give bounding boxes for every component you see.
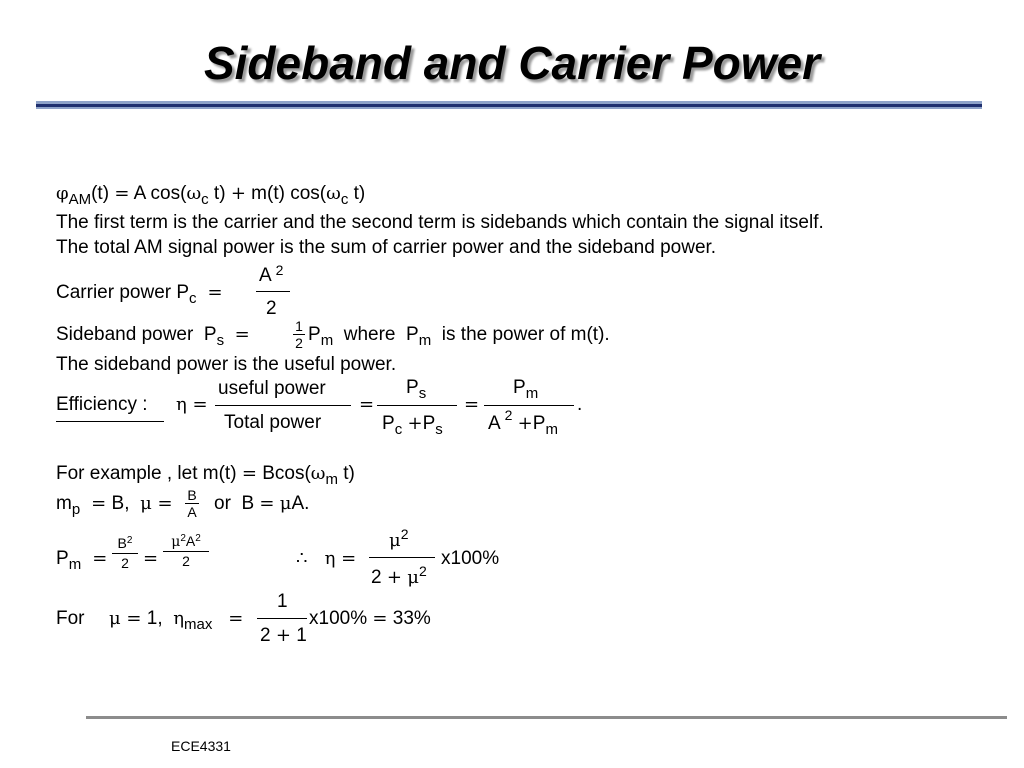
slide-title: Sideband and Carrier Power — [203, 37, 821, 89]
efficiency-fraction-bar-2 — [377, 405, 457, 406]
two-plus-one-denominator: 2 + 1 — [260, 625, 307, 646]
x100-percent-1: x100% — [441, 548, 500, 569]
equals-4: = — [143, 548, 159, 569]
equals-3: = — [464, 394, 480, 415]
footer-course-code: ECE4331 — [171, 738, 231, 754]
useful-power-numerator: useful power — [218, 378, 326, 399]
b2-over-2-fraction: $B^2$ 2 — [112, 536, 138, 570]
or-word: or — [214, 493, 231, 514]
max-result: x100% = 33% — [309, 608, 431, 629]
sideband-power-equation: Sideband power $P_s$ = — [56, 324, 250, 349]
carrier-sideband-text: The first term is the carrier and the second term is sidebands which contain the signal itself. — [56, 212, 824, 233]
total-power-denominator: Total power — [224, 412, 322, 433]
two-plus-mu2-denominator: $2 + \mu^2$ — [371, 563, 427, 588]
for-label: For — [56, 608, 85, 629]
where-word: where — [343, 324, 396, 345]
x100-percent-2: x100% — [309, 608, 368, 629]
carrier-fraction-bar — [256, 291, 290, 292]
b-mu-a: or B = μA. — [214, 493, 310, 514]
carrier-denominator: 2 — [266, 298, 277, 319]
equals-2: = — [359, 394, 375, 415]
period: . — [577, 394, 583, 415]
mu2a2-over-2-fraction: $\mu^2A^2$ 2 — [163, 534, 209, 568]
therefore-eta: ∴ η = — [296, 548, 357, 569]
carrier-power-equation: Carrier power $P_c$ = — [56, 282, 223, 307]
efficiency-result: 33% — [392, 608, 431, 629]
pm-lhs: $P_m$ = — [56, 548, 108, 573]
power-of-text: is the power of m(t). — [441, 324, 610, 345]
mu2-numerator: $\mu^2$ — [389, 526, 409, 551]
a2-pm-denominator: A $^2 +P_m$ — [488, 407, 558, 438]
efficiency-fraction-bar-3 — [484, 405, 574, 406]
b-over-a-fraction: B A — [185, 488, 199, 519]
carrier-numerator: A $^2$ — [259, 262, 284, 286]
example-equation: For example , let $m(t) = Bcos(\omega_m$ t) — [56, 463, 355, 488]
sideband-power-rhs: $P_m$ where $P_m$ is the power of m(t). — [308, 324, 610, 349]
eta-equals: η = — [176, 394, 208, 415]
ps-numerator: $P_s$ — [406, 377, 427, 402]
mu-eta-max: μ = 1, $\eta_{max}$ = — [109, 608, 244, 633]
footer-rule — [86, 716, 1007, 719]
pc-ps-denominator: $P_c +P_s$ — [382, 413, 443, 438]
half-fraction: 1 2 — [293, 319, 305, 350]
am-signal-equation: $\varphi_{AM}(t) = A$ $\cos(\omega_c$ t) + m(t) $\cos(\omega_c$ t) — [56, 183, 366, 208]
efficiency-underline — [56, 421, 164, 422]
max-fraction-bar — [257, 618, 307, 619]
carrier-power-label: Carrier power — [56, 282, 172, 303]
sideband-power-label: Sideband power — [56, 324, 194, 345]
total-power-text: The total AM signal power is the sum of carrier power and the sideband power. — [56, 237, 717, 258]
efficiency-fraction-bar-1 — [215, 405, 351, 406]
mp-equation: $m_p = B$, μ = — [56, 493, 173, 518]
one-numerator: 1 — [277, 591, 288, 612]
efficiency-label: Efficiency : — [56, 394, 148, 415]
pm-numerator: $P_m$ — [513, 377, 539, 402]
eta-fraction-bar — [369, 557, 435, 558]
example-prefix: For example , let m(t) — [56, 463, 237, 484]
title-rule-light-bottom — [36, 107, 982, 109]
useful-power-text: The sideband power is the useful power. — [56, 354, 397, 375]
